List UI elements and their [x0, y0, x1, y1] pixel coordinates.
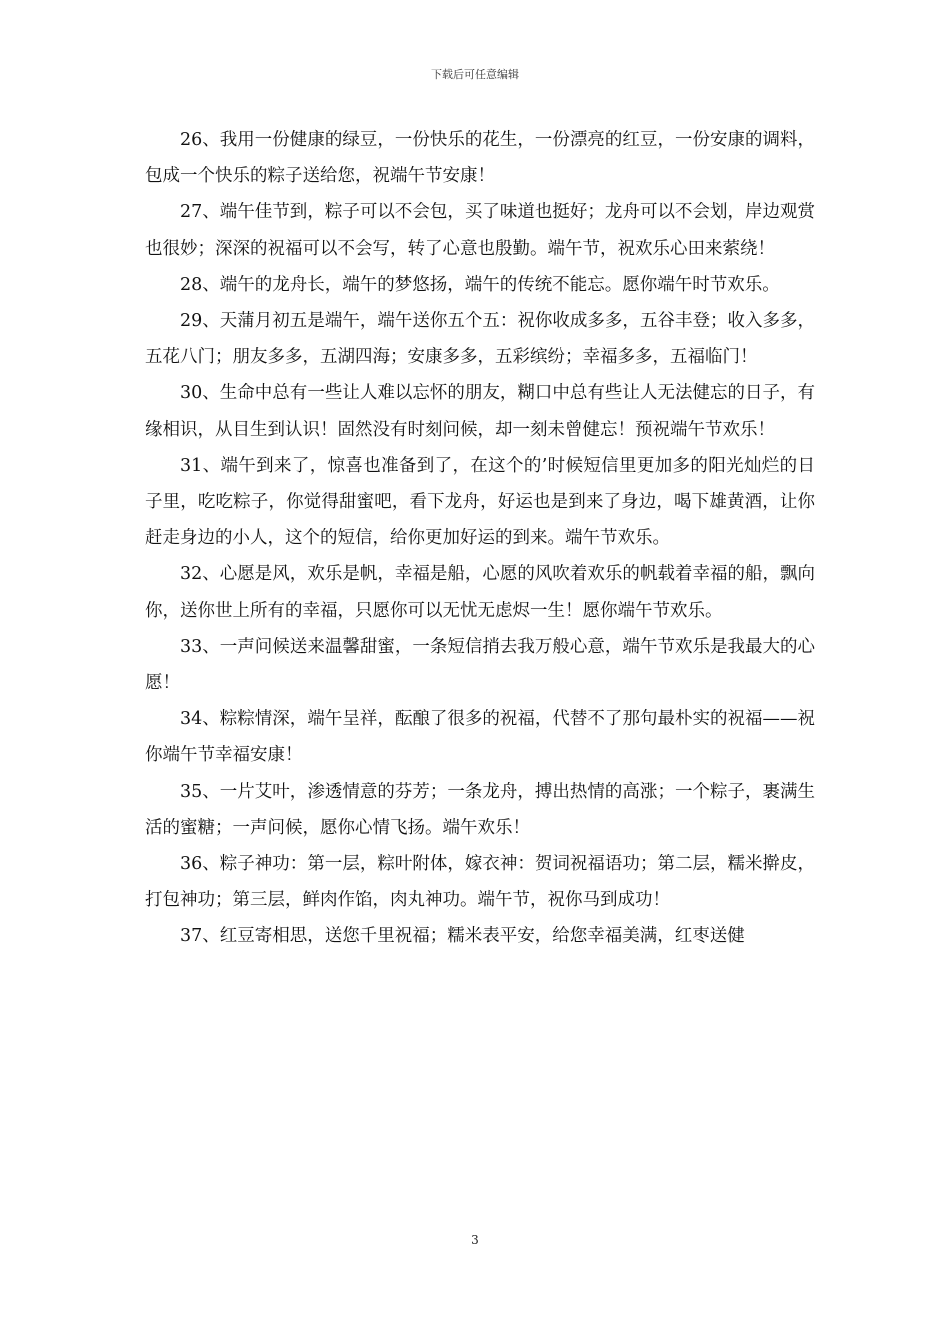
- paragraph-37: 37、红豆寄相思，送您千里祝福；糯米表平安，给您幸福美满，红枣送健: [180, 926, 745, 947]
- paragraph-36: 36、粽子神功：第一层，粽叶附体，嫁衣神：贺词祝福语功；第二层，糯米擀皮，打包神功；第三层，鲜肉作馅，肉丸神功。端午节，祝你马到成功！: [145, 854, 815, 911]
- paragraph-33: 33、一声问候送来温馨甜蜜，一条短信捎去我万般心意，端午节欢乐是我最大的心愿！: [145, 636, 815, 694]
- paragraph-29: 29、天蒲月初五是端午，端午送你五个五：祝你收成多多，五谷丰登；收入多多，五花八门；朋友多多，五湖四海；安康多多，五彩缤纷；幸福多多，五福临门！: [145, 311, 815, 368]
- paragraph-28: 28、端午的龙舟长，端午的梦悠扬，端午的传统不能忘。愿你端午时节欢乐。: [180, 274, 780, 295]
- page-header: 下载后可任意编辑: [431, 68, 519, 81]
- paragraph-34: 34、粽粽情深，端午呈祥，酝酿了很多的祝福，代替不了那句最朴实的祝福——祝你端午节幸福安康！: [145, 709, 815, 766]
- paragraph-35: 35、一片艾叶，渗透情意的芬芳；一条龙舟，搏出热情的高涨；一个粽子，裹满生活的蜜糖；一声问候，愿你心情飞扬。端午欢乐！: [145, 781, 815, 838]
- page-number: 3: [471, 1233, 479, 1247]
- paragraph-30: 30、生命中总有一些让人难以忘怀的朋友，糊口中总有些让人无法健忘的日子，有缘相识，从目生到认识！固然没有时刻问候，却一刻未曾健忘！预祝端午节欢乐！: [145, 383, 815, 440]
- paragraph-27: 27、端午佳节到，粽子可以不会包，买了味道也挺好；龙舟可以不会划，岸边观赏也很妙；深深的祝福可以不会写，转了心意也殷勤。端午节，祝欢乐心田来萦绕！: [145, 202, 815, 259]
- document-body: [145, 122, 815, 955]
- paragraph-31: 31、端午到来了，惊喜也准备到了，在这个的’时候短信里更加多的阳光灿烂的日子里，吃吃粽子，你觉得甜蜜吧，看下龙舟，好运也是到来了身边，喝下雄黄酒，让你赶走身边的小人，这个的短信，给你更加好运的到来。端午节欢乐。: [145, 455, 815, 549]
- paragraph-32: 32、心愿是风，欢乐是帆，幸福是船，心愿的风吹着欢乐的帆载着幸福的船，飘向你，送你世上所有的幸福，只愿你可以无忧无虑烬一生！愿你端午节欢乐。: [145, 564, 815, 621]
- paragraph-26: 26、我用一份健康的绿豆，一份快乐的花生，一份漂亮的红豆，一份安康的调料，包成一个快乐的粽子送给您，祝端午节安康！: [145, 130, 815, 187]
